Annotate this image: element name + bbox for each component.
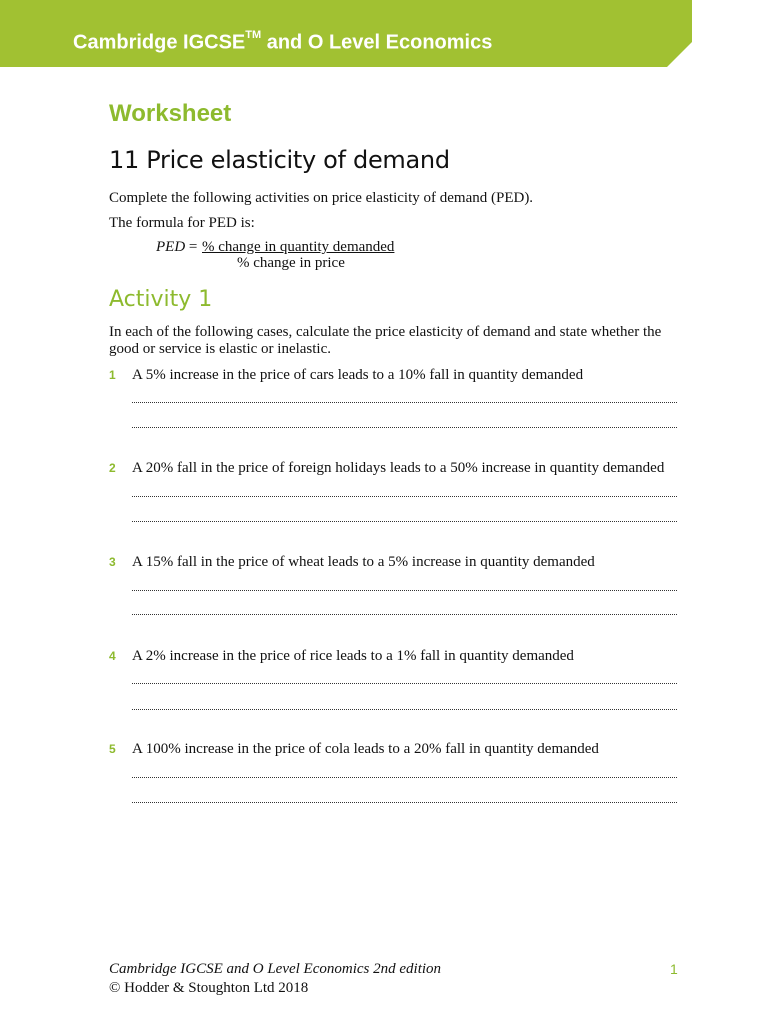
question-text: A 15% fall in the price of wheat leads to a 5% increase in quantity demanded <box>132 554 595 570</box>
question-1 <box>109 367 679 437</box>
page-number: 1 <box>670 961 678 977</box>
question-number: 5 <box>109 742 116 756</box>
answer-line[interactable] <box>132 709 677 710</box>
question-text: A 100% increase in the price of cola leads to a 20% fall in quantity demanded <box>132 741 599 757</box>
question-number: 4 <box>109 649 116 663</box>
footer-copyright: © Hodder & Stoughton Ltd 2018 <box>109 980 309 996</box>
header-title <box>73 26 492 55</box>
question-text: A 5% increase in the price of cars leads to a 10% fall in quantity demanded <box>132 367 584 383</box>
answer-line[interactable] <box>132 614 677 615</box>
answer-line[interactable] <box>132 496 677 497</box>
question-3 <box>109 554 679 624</box>
question-number: 1 <box>109 368 116 382</box>
formula-equals: = <box>185 239 198 255</box>
answer-line[interactable] <box>132 590 677 591</box>
question-4 <box>109 648 679 718</box>
answer-line[interactable] <box>132 521 677 522</box>
question-text: A 2% increase in the price of rice leads to a 1% fall in quantity demanded <box>132 648 574 664</box>
header-title-rest: and O Level Economics <box>261 31 493 54</box>
answer-line[interactable] <box>132 427 677 428</box>
question-text: A 20% fall in the price of foreign holidays leads to a 50% increase in quantity demanded <box>132 460 665 476</box>
answer-line[interactable] <box>132 683 677 684</box>
formula-lhs: PED <box>156 239 186 255</box>
answer-line[interactable] <box>132 777 677 778</box>
question-5 <box>109 741 679 811</box>
header-title-main: Cambridge IGCSE <box>73 31 246 54</box>
answer-line[interactable] <box>132 802 677 803</box>
trademark-mark: TM <box>245 29 262 41</box>
question-number: 3 <box>109 555 116 569</box>
intro-text: Complete the following activities on price elasticity of demand (PED). <box>109 190 534 206</box>
formula-numerator: % change in quantity demanded <box>202 239 395 255</box>
formula-intro: The formula for PED is: <box>109 215 255 231</box>
activity-instructions: In each of the following cases, calculate the price elasticity of demand and state whether the good or service is elastic or inelastic. <box>109 324 662 357</box>
footer-book-title: Cambridge IGCSE and O Level Economics 2nd edition <box>109 961 442 977</box>
worksheet-label: Worksheet <box>109 100 232 127</box>
activity-title: Activity 1 <box>109 287 213 312</box>
page-title: 11 Price elasticity of demand <box>109 146 450 174</box>
ped-formula <box>156 239 395 271</box>
question-number: 2 <box>109 461 116 475</box>
formula-denominator: % change in price <box>237 255 345 271</box>
question-2 <box>109 460 679 530</box>
answer-line[interactable] <box>132 402 677 403</box>
